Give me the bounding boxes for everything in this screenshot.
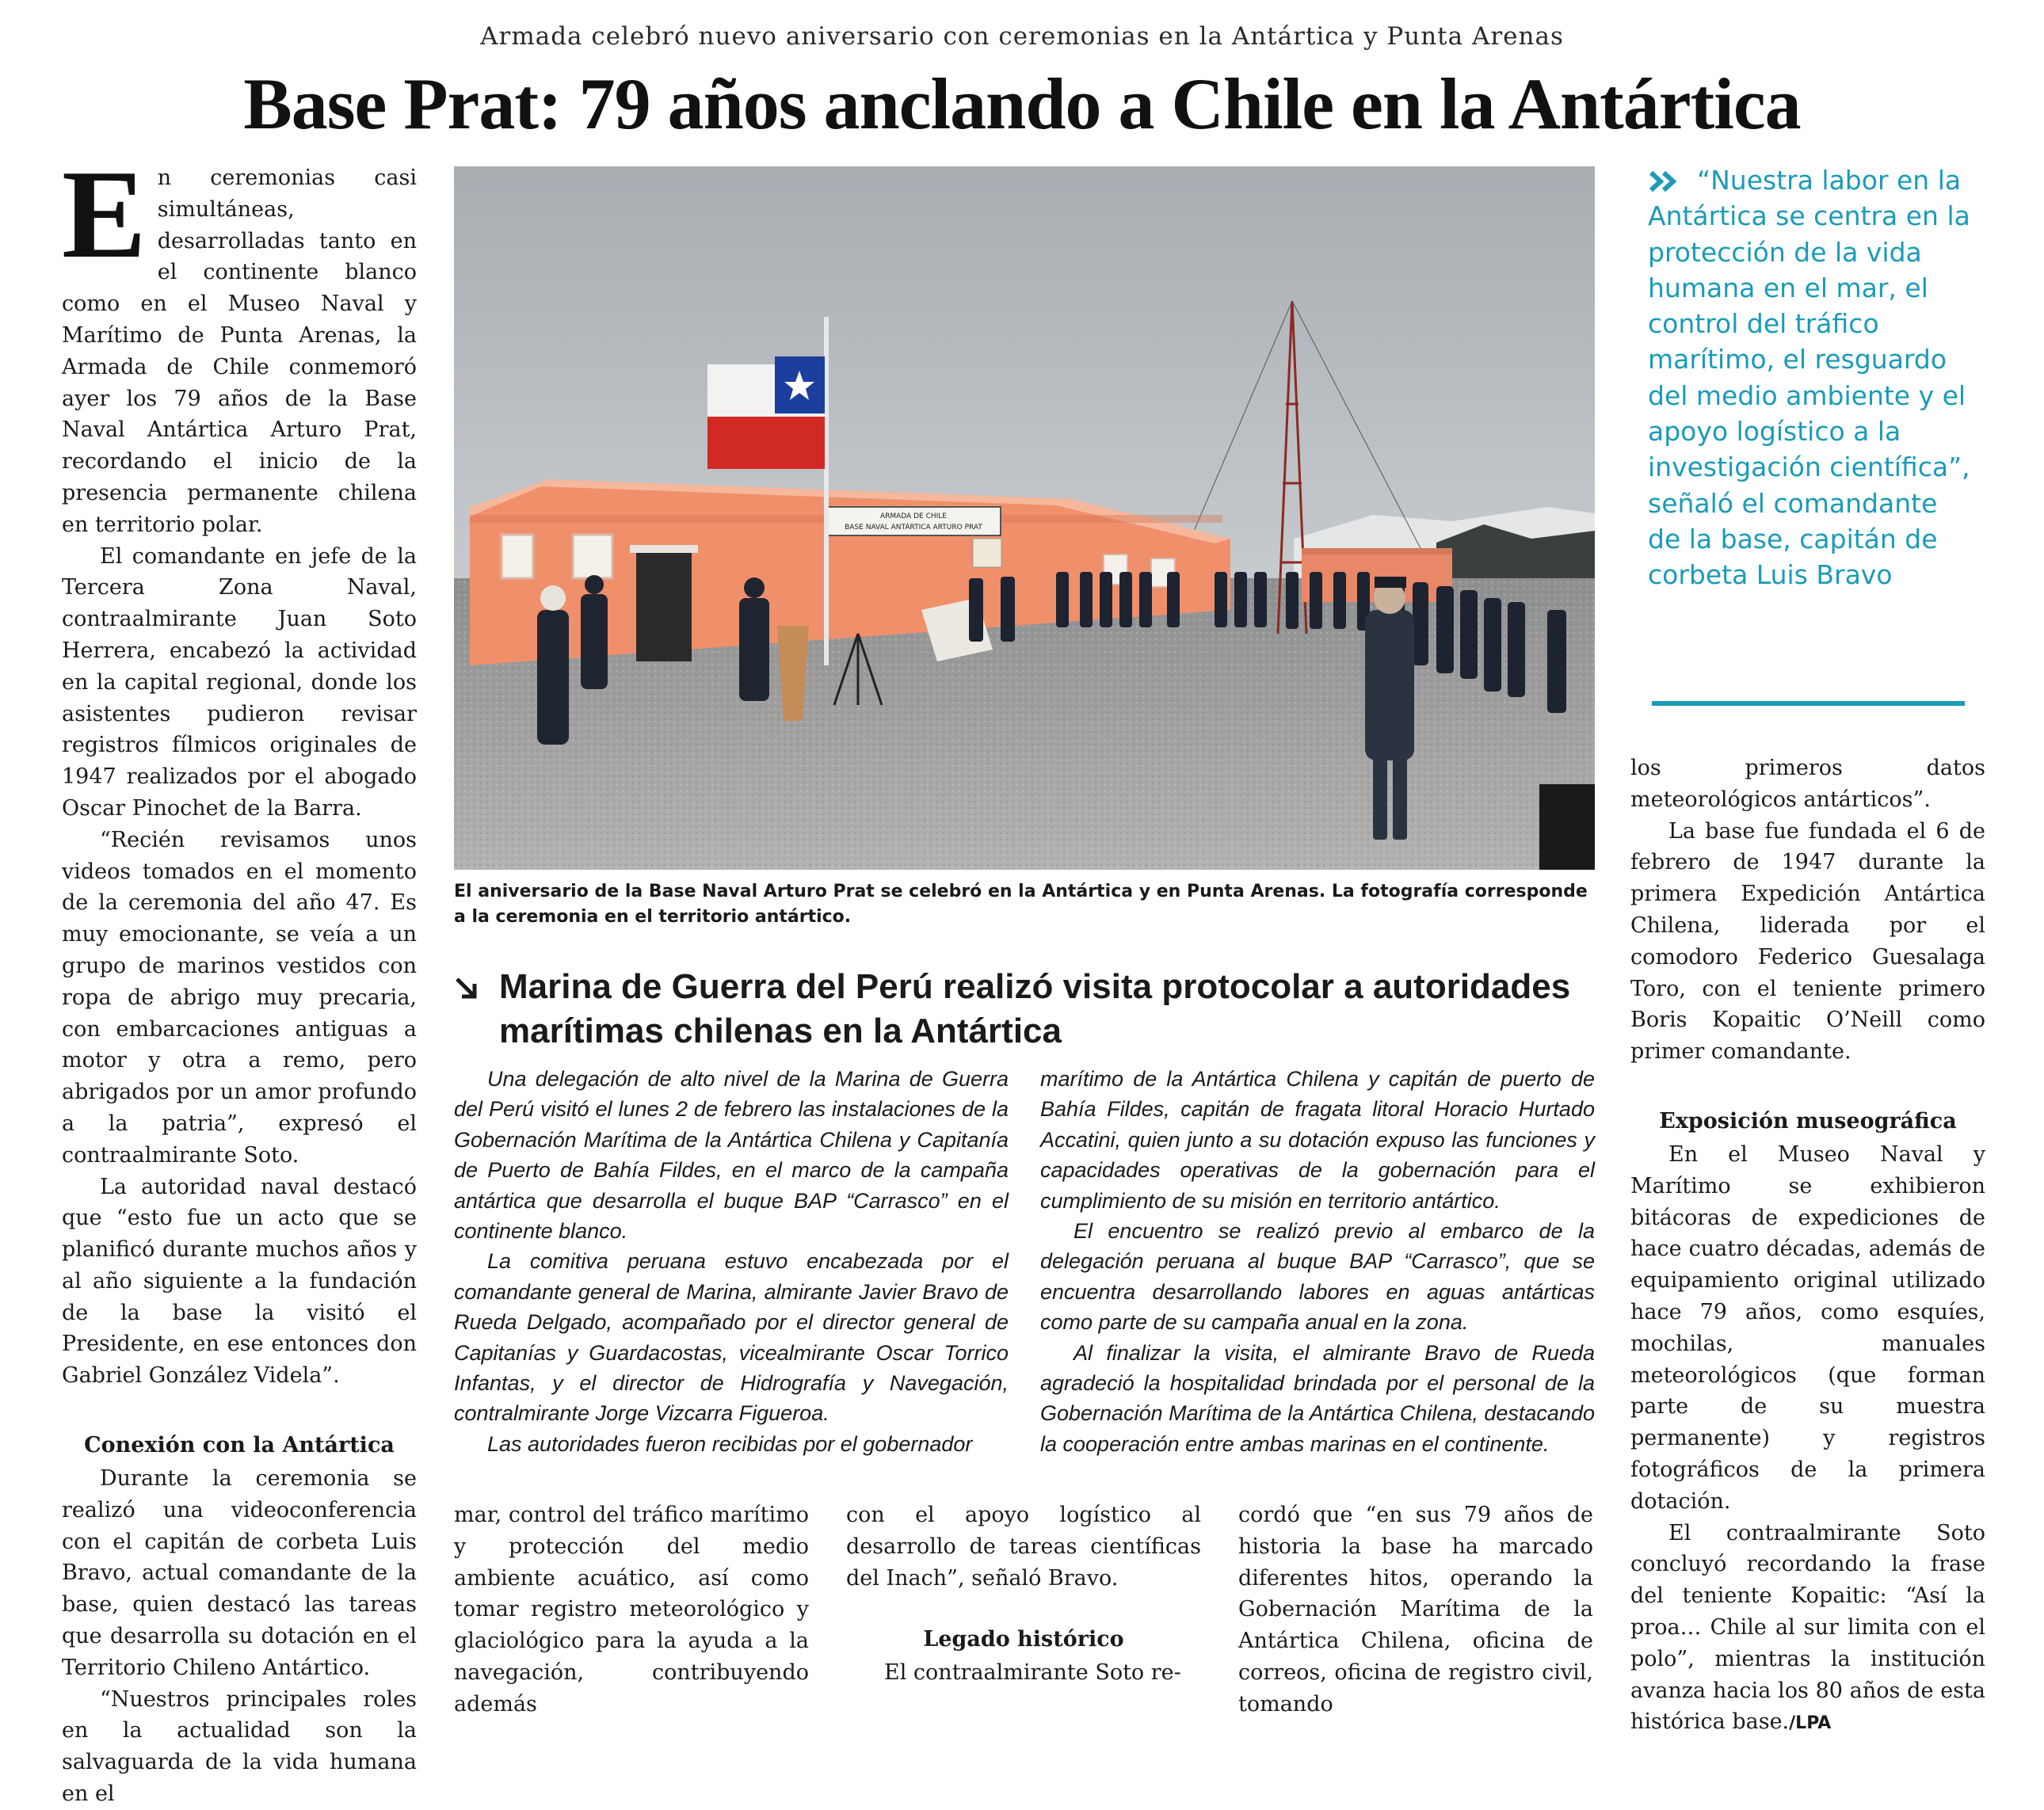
column-bottom-2 <box>454 1499 809 1717</box>
right-paragraph-4-text: El contraalmirante Soto concluyó recordando la frase del teniente Kopaitic: “Así la proa… Chile al sur limita con el polo”, mientras la institución avanza hacia los 80 años de esta histórica base. <box>1630 1520 1985 1735</box>
peru-paragraph-4: marítimo de la Antártica Chilena y capitán de puerto de Bahía Fildes, capitán de fragata litoral Horacio Hurtado Accatini, quien junto a su dotación expuso las funciones y capacidades operativas de la gobernación para el cumplimiento de su misión en territorio antártico. <box>1040 1067 1595 1213</box>
peru-paragraph-2: La comitiva peruana estuvo encabezada por el comandante general de Marina, almirante Javier Bravo de Rueda Delgado, acompañado por el director general de Capitanías y Guardacostas, vicealmirante Oscar Torrico Infantas, y el director de Hidrografía y Navegación, contralmirante Jorge Vizcarra Figueroa. <box>454 1249 1009 1426</box>
photo-caption: El aniversario de la Base Naval Arturo Prat se celebró en la Antártica y en Punta Arenas. La fotografía corresponde a la ceremonia en el territorio antártico. <box>454 882 1588 927</box>
peru-paragraph-6: Al finalizar la visita, el almirante Bravo de Rueda agradeció la hospitalidad brindada por el personal de la Gobernación Marítima de la Antártica Chilena, destacando la cooperación entre ambas marinas en el continente. <box>1040 1340 1595 1456</box>
pull-quote-rule <box>1652 701 1965 706</box>
col1-paragraph-4: La autoridad naval destacó que “esto fue un acto que se planificó durante muchos años y al año siguiente a la fundación de la base la visitó el Presidente, en ese entonces don Gabriel González Videla”. <box>62 1174 417 1389</box>
column-right <box>1630 753 1985 1735</box>
base-sign-line2: BASE NAVAL ANTÁRTICA ARTURO PRAT <box>845 524 982 532</box>
arrow-down-right-icon <box>454 976 479 1001</box>
col1-paragraph-6: “Nuestros principales roles en la actualidad son la salvaguarda de la vida humana en el <box>62 1686 417 1807</box>
pull-quote-text: “Nuestra labor en la Antártica se centra en la protección de la vida humana en el mar, el control del tráfico marítimo, el resguardo del medio ambiente y el apoyo logístico a la investigación científica”, señaló el comandante de la base, capitán de corbeta Luis Bravo <box>1648 165 1970 591</box>
antarctic-base-photo <box>454 166 1595 870</box>
peru-paragraph-5: El encuentro se realizó previo al embarco de la delegación peruana al buque BAP “Carrasco”, que se encuentra desarrollando labores en aguas antárticas como parte de su campaña anual en la zona. <box>1040 1219 1595 1335</box>
col1-paragraph-3: “Recién revisamos unos videos tomados en el momento de la ceremonia del año 47. Es muy emocionante, se veía a un grupo de marinos vestidos con ropa de abrigo muy precaria, con embarcaciones antiguas a motor y otra a remo, pero abrigados por un amor profundo a la patria”, expresó el contraalmirante Soto. <box>62 827 417 1168</box>
column-left <box>62 143 417 1807</box>
peru-right-column <box>1040 1064 1595 1464</box>
peru-left-column <box>454 1064 1009 1464</box>
article-headline: Base Prat: 79 años anclando a Chile en la Antártica <box>243 63 1801 144</box>
drop-cap: E <box>62 143 147 284</box>
column-bottom-4 <box>1238 1499 1593 1717</box>
base-sign-line1: ARMADA DE CHILE <box>879 513 948 520</box>
subhead-legado: Legado histórico <box>923 1627 1124 1652</box>
col3-paragraph-1: con el apoyo logístico al desarrollo de tareas científicas del Inach”, señaló Bravo. <box>846 1503 1201 1591</box>
ceremony-photo <box>454 166 1595 870</box>
author-signature: /LPA <box>1789 1713 1832 1734</box>
col1-paragraph-1: n ceremonias casi simultáneas, desarrolladas tanto en el continente blanco como en el Museo Naval y Marítimo de Punta Arenas, la Armada de Chile conmemoró ayer los 79 años de la Base Naval Antártica Arturo Prat, recordando el inicio de la presencia permanente chilena en territorio polar. <box>62 166 417 537</box>
peru-paragraph-1: Una delegación de alto nivel de la Marina de Guerra del Perú visitó el lunes 2 de febrero las instalaciones de la Gobernación Marítima de la Antártica Chilena y Capitanía de Puerto de Bahía Fildes, en el marco de la campaña antártica que desarrolla el buque BAP “Carrasco” en el continente blanco. <box>454 1067 1009 1244</box>
subhead-exposicion: Exposición museográfica <box>1659 1108 1957 1134</box>
right-paragraph-1: los primeros datos meteorológicos antárticos”. <box>1630 756 1985 812</box>
col1-paragraph-5: Durante la ceremonia se realizó una videoconferencia con el capitán de corbeta Luis Bravo, actual comandante de la base, quien destacó las tareas que desarrolla su dotación en el Territorio Chileno Antártico. <box>62 1466 417 1680</box>
col1-paragraph-2: El comandante en jefe de la Tercera Zona Naval, contraalmirante Juan Soto Herrera, encabezó la actividad en la capital regional, donde los asistentes pudieron revisar registros fílmicos originales de 1947 realizados por el abogado Oscar Pinochet de la Barra. <box>62 543 417 821</box>
column-bottom-3 <box>846 1499 1201 1690</box>
pull-quote <box>1648 162 1973 593</box>
peru-paragraph-3: Las autoridades fueron recibidas por el gobernador <box>487 1431 973 1456</box>
subhead-conexion: Conexión con la Antártica <box>84 1433 395 1458</box>
col4-paragraph: cordó que “en sus 79 años de historia la base ha marcado diferentes hitos, operando la Gobernación Marítima de la Antártica Chilena, oficina de correos, oficina de registro civil, tomando <box>1238 1503 1593 1717</box>
right-paragraph-2: La base fue fundada el 6 de febrero de 1947 durante la primera Expedición Antártica Chilena, liderada por el comodoro Federico Guesalaga Toro, con el teniente primero Boris Kopaitic O’Neill como primer comandante. <box>1630 818 1985 1065</box>
peru-headline: Marina de Guerra del Perú realizó visita protocolar a autoridades marítimas chilenas en la Antártica <box>499 967 1571 1050</box>
col2-paragraph: mar, control del tráfico marítimo y protección del medio ambiente acuático, así como tomar registro meteorológico y glaciológico para la ayuda a la navegación, contribuyendo además <box>454 1503 809 1717</box>
article-kicker: Armada celebró nuevo aniversario con ceremonias en la Antártica y Punta Arenas <box>480 22 1564 51</box>
right-paragraph-3: En el Museo Naval y Marítimo se exhibieron bitácoras de expediciones de hace cuatro décadas, además de equipamiento original utilizado hace 79 años, como esquíes, mochilas, manuales meteorológicos (que forman parte de su muestra permanente) y registros fotográficos de la primera dotación. <box>1630 1141 1985 1514</box>
col3-paragraph-2: El contraalmirante Soto re- <box>884 1660 1181 1686</box>
right-paragraph-4 <box>1630 1518 1985 1740</box>
